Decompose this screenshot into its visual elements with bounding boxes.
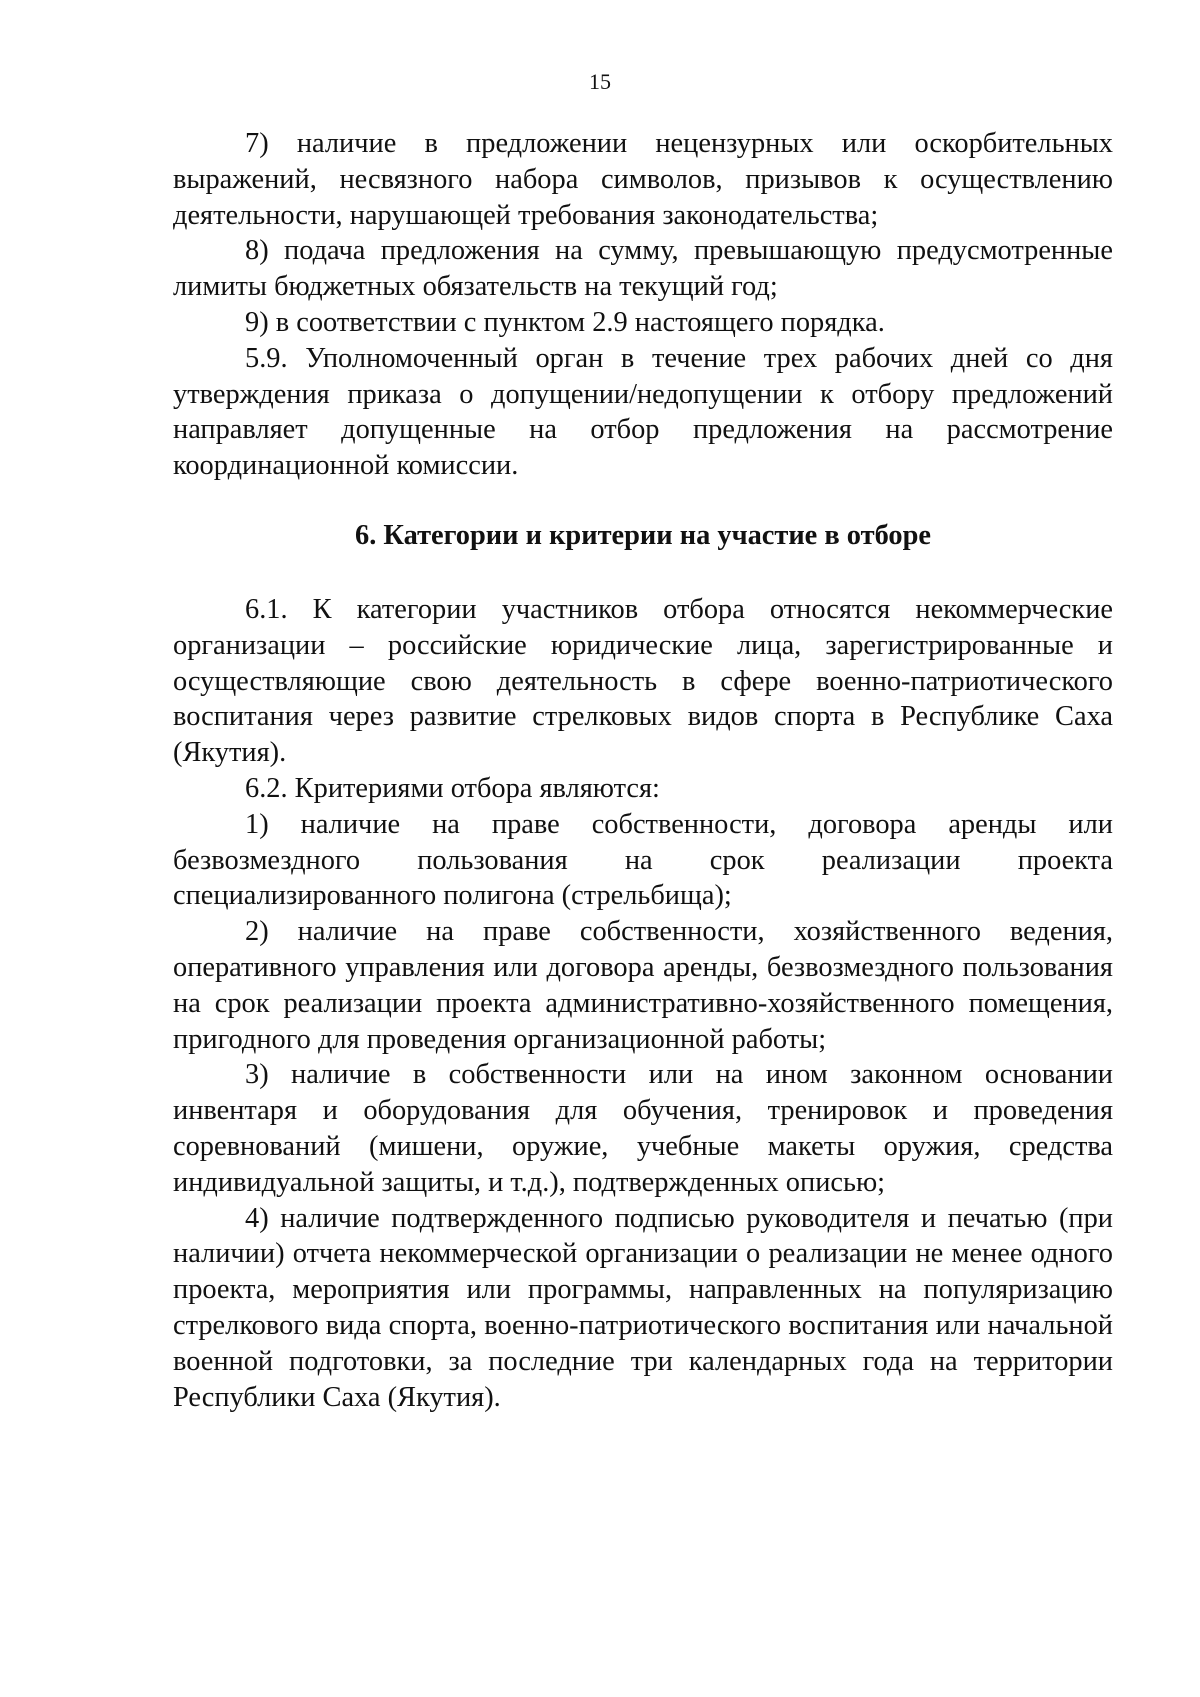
criterion-4-paragraph: 4) наличие подтвержденного подписью руководителя и печатью (при наличии) отчета некоммерческой организации о реализации не менее одного проекта, мероприятия или программы, направленных на популяризацию стрелкового вида спорта, военно-патриотического воспитания или начальной военной подготовки, за последние три календарных года на территории Республики Саха (Якутия). [173,1202,1113,1413]
section-6-heading: 6. Категории и критерии на участие в отборе [355,519,931,551]
spacer [173,484,1113,518]
clause-6-2-paragraph: 6.2. Критериями отбора являются: [245,772,660,804]
spacer [173,554,1113,592]
criterion-2-paragraph: 2) наличие на праве собственности, хозяйственного ведения, оперативного управления или договора аренды, безвозмездного пользования на срок реализации проекта административно-хозяйственного помещения, пригодного для проведения организационной работы; [173,916,1113,1055]
criterion-3-paragraph: 3) наличие в собственности или на ином законном основании инвентаря и оборудования для обучения, тренировок и проведения соревнований (мишени, оружие, учебные макеты оружия, средства индивидуальной защиты, и т.д.), подтвержденных описью; [173,1059,1113,1198]
item-8-paragraph: 8) подача предложения на сумму, превышающую предусмотренные лимиты бюджетных обязательств на текущий год; [173,235,1113,303]
page-number: 15 [589,69,611,94]
clause-6-1-paragraph: 6.1. К категории участников отбора относятся некоммерческие организации – российские юридические лица, зарегистрированные и осуществляющие свою деятельность в сфере военно-патриотического воспитания через развитие стрелковых видов спорта в Республике Саха (Якутия). [173,593,1113,769]
criterion-1-paragraph: 1) наличие на праве собственности, договора аренды или безвозмездного пользования на срок реализации проекта специализированного полигона (стрельбища); [173,808,1113,912]
document-body [173,126,1113,1415]
clause-5-9-paragraph: 5.9. Уполномоченный орган в течение трех рабочих дней со дня утверждения приказа о допущении/недопущении к отбору предложений направляет допущенные на отбор предложения на рассмотрение координационной комиссии. [173,342,1113,482]
item-9-paragraph: 9) в соответствии с пунктом 2.9 настоящего порядка. [245,306,885,338]
item-7-paragraph: 7) наличие в предложении нецензурных или оскорбительных выражений, несвязного набора символов, призывов к осуществлению деятельности, нарушающей требования законодательства; [173,128,1113,231]
